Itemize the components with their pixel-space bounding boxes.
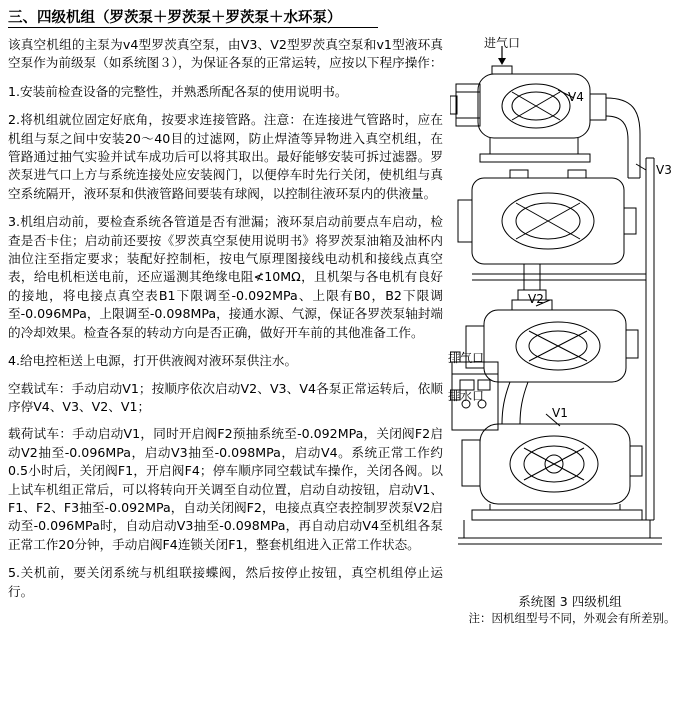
page-title: 三、四级机组（罗茨泵＋罗茨泵＋罗茨泵＋水环泵） xyxy=(8,10,342,26)
paragraph-1: 该真空机组的主泵为v4型罗茨真空泵，由V3、V2型罗茨真空泵和v1型液环真空泵作为前级泵（如系统图３），为保证各泵的正常运转，应按以下程序操作： xyxy=(8,37,443,71)
paragraph-8: 5.关机前，要关闭系统与机组联接蝶阀，然后按停止按钮，真空机组停止运行。 xyxy=(8,565,443,599)
label-exhaust: 排气口 xyxy=(448,351,485,365)
label-v4: V4 xyxy=(568,90,584,104)
diagram-svg xyxy=(450,18,690,618)
label-v1: V1 xyxy=(552,406,568,420)
paragraph-2: 1.安装前检查设备的完整性，并熟悉所配各泵的使用说明书。 xyxy=(8,83,348,99)
paragraph-6: 空载试车：手动启动V1；按顺序依次启动V2、V3、V4各泵正常运转后，依顺序停V4、V3、V2、V1； xyxy=(8,380,443,414)
label-v3: V3 xyxy=(656,163,672,177)
paragraph-7: 载荷试车：手动启动V1，同时开启阀F2预抽系统至-0.092MPa，关闭阀F2启动V2抽至-0.096MPa，启动V3抽至-0.098MPa，启动V4。系统正常工作约0.5小时后，关闭阀F1，开启阀F4；停车顺序同空载试车操作，关闭各阀。以上试车机组正常后，可以将转向开关调至自动位置，启动自动按钮，启动V1、F1、F2、F3抽至-0.092MPa，自动关闭阀F2，电接点真空表控制罗茨泵V2启动至-0.096MPa时，自动启动V3抽至-0.098MPa，再自动启动V4至机组各泵正常工作20分钟，手动启阀F4连锁关闭F1，整套机组进入正常工作状态。 xyxy=(8,426,443,552)
label-inlet: 进气口 xyxy=(484,36,521,50)
figure-note: 注：因机组型号不同，外观会有所差别。 xyxy=(468,611,676,625)
system-diagram xyxy=(450,18,690,618)
label-v2: V2 xyxy=(528,292,544,306)
title-underline xyxy=(8,27,378,28)
paragraph-4: 3.机组启动前，要检查系统各管道是否有泄漏；液环泵启动前要点车启动，检查是否卡住；启动前还要按《罗茨真空泵使用说明书》将罗茨泵油箱及油杯内油位注至指定要求；装配好控制柜，按电气原理图接线电动机和接线点真空表，给电机柜送电前，还应遥测其绝缘电阻≮10MΩ，且机架与各电机有良好的接地，将电接点真空表B1下限调至-0.092MPa、上限有B0，B2下限调至-0.096MPa，上限调至-0.098MPa，接通水源、气源，保证各罗茨泵轴封端的冷却效果。检查各泵的转动方向是否正确，做好开车前的其他准备工作。 xyxy=(8,214,443,340)
paragraph-3: 2.将机组就位固定好底角，按要求连接管路。注意：在连接进气管路时，应在机组与泵之间中安装20～40目的过滤网，防止焊渣等异物进入真空机组，在管路通过抽气实验并试车成功后可以将其取出。最好能够安装可拆过滤器。罗茨泵进气口上方与系统连接处应安装阀门，以便停车时先行关闭，使机组与真空系统隔开，液环泵和供液管路间要装有球阀，以控制往液环泵内的供液量。 xyxy=(8,112,443,201)
label-drain: 排水口 xyxy=(448,389,485,403)
figure-caption: 系统图 3 四级机组 xyxy=(518,594,622,609)
paragraph-5: 4.给电控柜送上电源，打开供液阀对液环泵供注水。 xyxy=(8,353,298,369)
body-text xyxy=(8,36,443,611)
